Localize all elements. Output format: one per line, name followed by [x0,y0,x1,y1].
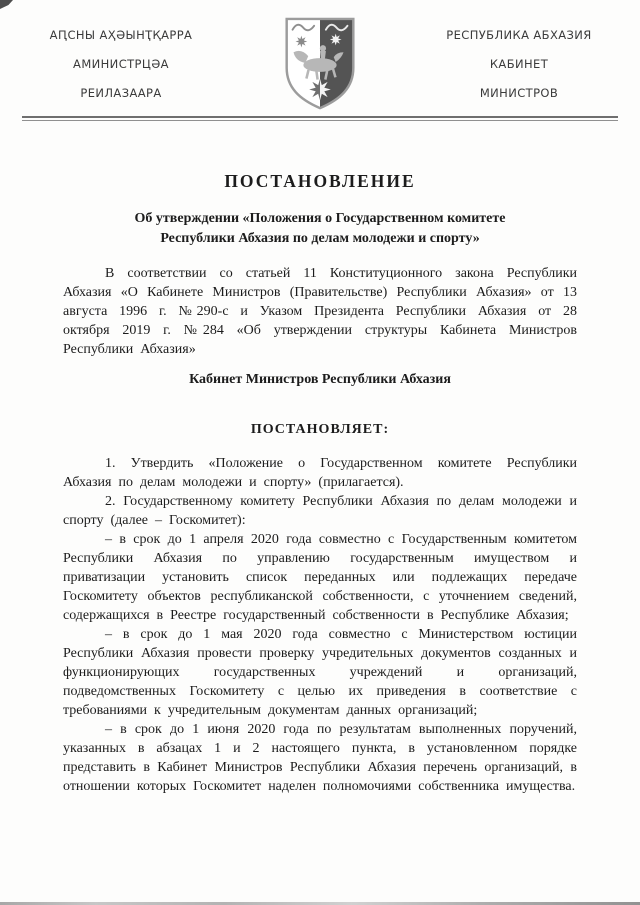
item-paragraph-3: – в срок до 1 апреля 2020 года совместно с Государственным комитетом Республики Абхазия по управлению государственным имуществом и приватизации установить список переданных или подлежащих передаче Госкомитету объектов республиканской собственности, с уточнением сведений, содержащихся в Реестре государственный собственности в Республике Абхазия; [63,532,577,623]
org-name-line: РЕИЛАЗААРА [80,86,162,101]
resolves-heading: ПОСТАНОВЛЯЕТ: [250,422,390,437]
cabinet-heading: Кабинет Министров Республики Абхазия [189,372,451,387]
document-subtitle-line: Республики Абхазия по делам молодежи и спорту» [160,231,480,246]
org-name-russian [424,29,614,99]
org-name-line: РЕСПУБЛИКА АБХАЗИЯ [446,27,592,42]
org-name-line: АМИНИСТРЦӘА [73,56,169,71]
document-body [63,264,577,796]
intro-paragraph: В соответствии со статьей 11 Конституционного закона Республики Абхазия «О Кабинете Министров (Правительстве) Республики Абхазия» от 13 августа 1996 г. №290-с и Указом Президента Республики Абхазия от 28 октября 2019 г. №284 «Об утверждении структуры Кабинета Министров Республики Абхазия» [63,266,577,357]
document-title: ПОСТАНОВЛЕНИЕ [224,171,416,191]
letterhead-divider-rule [22,116,618,121]
item-paragraph-4: – в срок до 1 мая 2020 года совместно с Министерством юстиции Республики Абхазия провести проверку учредительных документов созданных и функционирующих государственных учреждений и организаций, подведомственных Госкомитету с целью их приведения в соответствие с требованиями к учредительным документам данных организаций; [63,627,577,718]
item-paragraph-1: 1. Утвердить «Положение о Государственном комитете Республики Абхазия по делам молодежи и спорту» (прилагается). [63,456,577,490]
org-name-line: АԤСНЫ АҲӘЫНҬҚАРРА [49,27,193,42]
item-paragraph-2: 2. Государственному комитету Республики Абхазия по делам молодежи и спорту (далее – Госкомитет): [63,494,577,528]
org-name-abkhaz [26,29,216,99]
item-paragraph-5: – в срок до 1 июня 2020 года по результатам выполненных поручений, указанных в абзацах 1 и 2 настоящего пункта, в установленном порядке представить в Кабинет Министров Республики Абхазия перечень организаций, в отношении которых Госкомитет наделен полномочиями собственника имущества. [63,722,577,794]
document-subtitle [0,209,640,249]
abkhazia-coat-of-arms-icon [282,15,358,113]
document-subtitle-line: Об утверждении «Положения о Государственном комитете [134,211,506,226]
org-name-line: КАБИНЕТ [489,56,549,71]
resolution-items [63,454,577,796]
org-name-line: МИНИСТРОВ [479,86,559,101]
letterhead [0,0,640,112]
